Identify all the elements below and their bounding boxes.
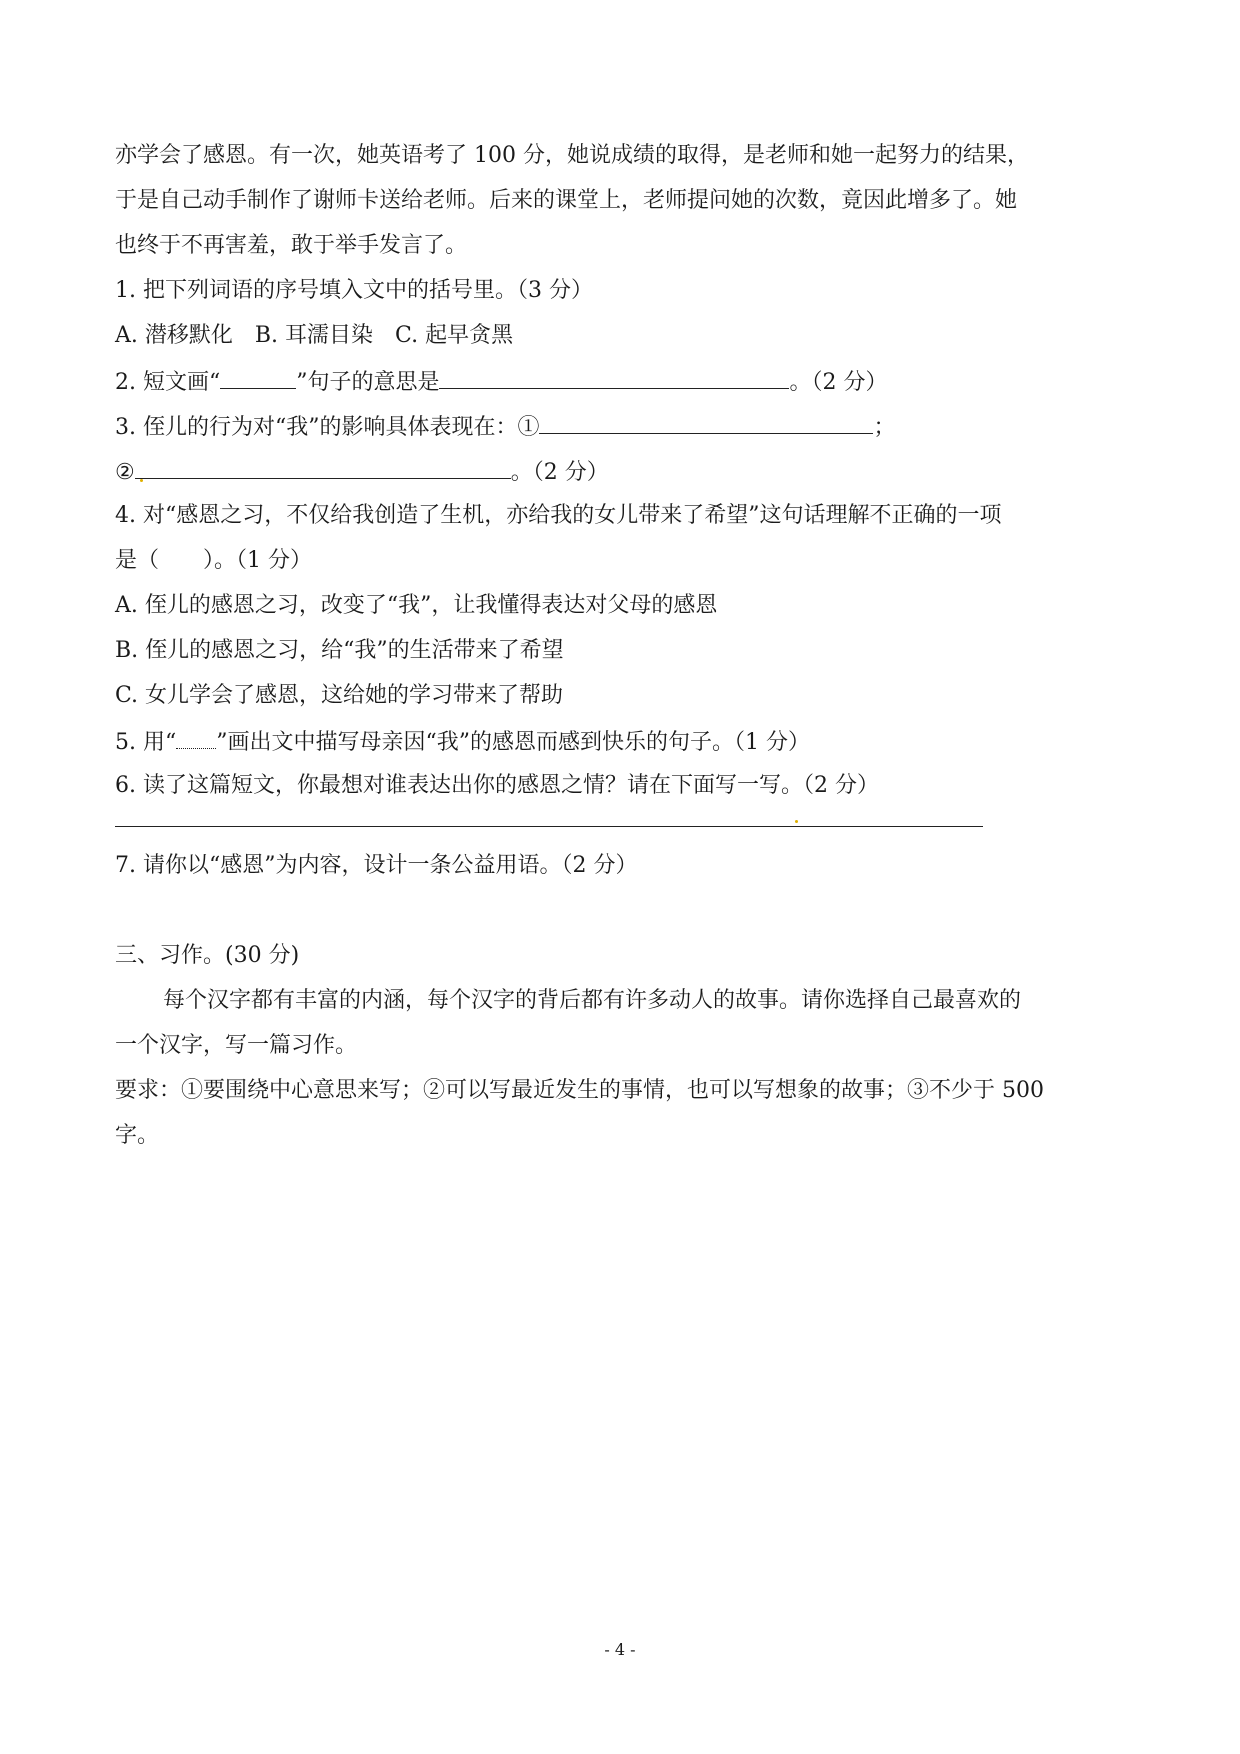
answer-blank[interactable] — [135, 456, 511, 479]
page-number: - 4 - — [604, 1640, 636, 1659]
question-3 — [115, 411, 896, 443]
wavy-line-sample — [176, 726, 216, 749]
question-3-text-c: ② — [115, 460, 135, 485]
question-2-text-c: 。（2 分） — [789, 370, 888, 395]
question-4-option-c: C. 女儿学会了感恩，这给她的学习带来了帮助 — [115, 683, 564, 708]
answer-blank[interactable] — [439, 366, 789, 389]
answer-blank[interactable] — [539, 411, 873, 434]
question-3-text-d: 。（2 分） — [510, 460, 609, 485]
question-4-option-a: A. 侄儿的感恩之习，改变了“我”，让我懂得表达对父母的感恩 — [115, 593, 718, 618]
question-6: 6. 读了这篇短文，你最想对谁表达出你的感恩之情？请在下面写一写。（2 分） — [115, 773, 879, 798]
question-2 — [115, 366, 887, 398]
question-2-text-b: ”句子的意思是 — [296, 370, 440, 395]
question-4-option-b: B. 侄儿的感恩之习，给“我”的生活带来了希望 — [115, 638, 564, 663]
writing-requirements: 要求：①要围绕中心意思来写；②可以写最近发生的事情，也可以写想象的故事；③不少于 500 — [115, 1078, 1044, 1103]
question-7: 7. 请你以“感恩”为内容，设计一条公益用语。（2 分） — [115, 853, 638, 878]
answer-blank[interactable] — [220, 366, 296, 389]
question-2-text-a: 2. 短文画“ — [115, 370, 221, 395]
answer-line[interactable] — [115, 826, 983, 827]
passage-line: 亦学会了感恩。有一次，她英语考了 100 分，她说成绩的取得，是老师和她一起努力的结果， — [115, 143, 1029, 168]
question-5-text-b: ”画出文中描写母亲因“我”的感恩而感到快乐的句子。（1 分） — [216, 730, 810, 755]
scan-speck — [140, 479, 143, 482]
writing-requirements-continued: 字。 — [115, 1123, 160, 1148]
passage-line: 也终于不再害羞，敢于举手发言了。 — [115, 233, 468, 258]
writing-prompt-continued: 一个汉字，写一篇习作。 — [115, 1033, 358, 1058]
question-3-text-a: 3. 侄儿的行为对“我”的影响具体表现在：① — [115, 415, 540, 440]
question-3-text-b: ； — [873, 415, 896, 440]
question-4: 4. 对“感恩之习，不仅给我创造了生机，亦给我的女儿带来了希望”这句话理解不正确的一项 — [115, 503, 1002, 528]
question-1: 1. 把下列词语的序号填入文中的括号里。（3 分） — [115, 278, 593, 303]
writing-prompt: 每个汉字都有丰富的内涵，每个汉字的背后都有许多动人的故事。请你选择自己最喜欢的 — [163, 988, 1022, 1013]
scan-speck — [795, 820, 798, 823]
question-4-continued: 是（ ）。（1 分） — [115, 548, 312, 573]
question-5 — [115, 726, 810, 758]
question-3-continued — [115, 456, 609, 488]
question-5-text-a: 5. 用“ — [115, 730, 177, 755]
passage-line: 于是自己动手制作了谢师卡送给老师。后来的课堂上，老师提问她的次数，竟因此增多了。她 — [115, 188, 1018, 213]
section-heading: 三、习作。(30 分) — [115, 943, 300, 968]
question-1-options: A. 潜移默化 B. 耳濡目染 C. 起早贪黑 — [115, 323, 514, 348]
